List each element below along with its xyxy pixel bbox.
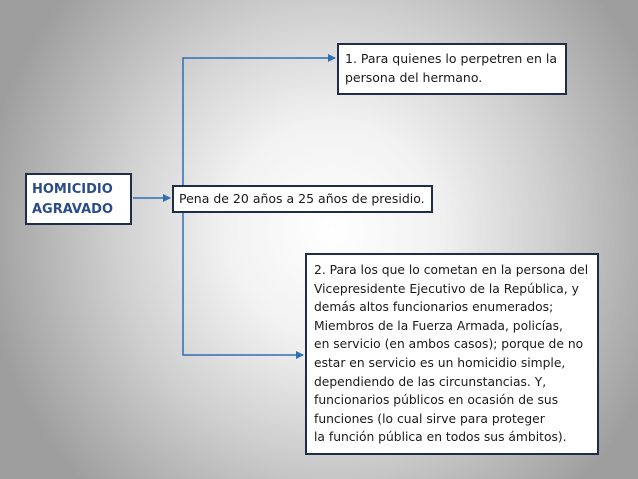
root-node-homicidio-agravado: HOMICIDIO AGRAVADO — [25, 173, 132, 225]
top-branch-connector — [183, 58, 335, 185]
branch-node-hermano: 1. Para quienes lo perpetren en la persona del hermano. — [337, 43, 567, 95]
branch-node-funcionarios: 2. Para los que lo cometan en la persona del Vicepresidente Ejecutivo de la República, y demás altos funcionarios enumerados; Miembros de la Fuerza Armada, policías, en servicio (en ambos casos); porque de no estar en servicio es un homicidio simple, dependiendo de las circunstancias. Y, funcionarios públicos en ocasión de sus funciones (lo cual sirve para proteger la función pública en todos sus ámbitos). — [305, 253, 599, 455]
center-node-pena: Pena de 20 años a 25 años de presidio. — [172, 185, 433, 213]
bottom-branch-connector — [183, 213, 303, 355]
